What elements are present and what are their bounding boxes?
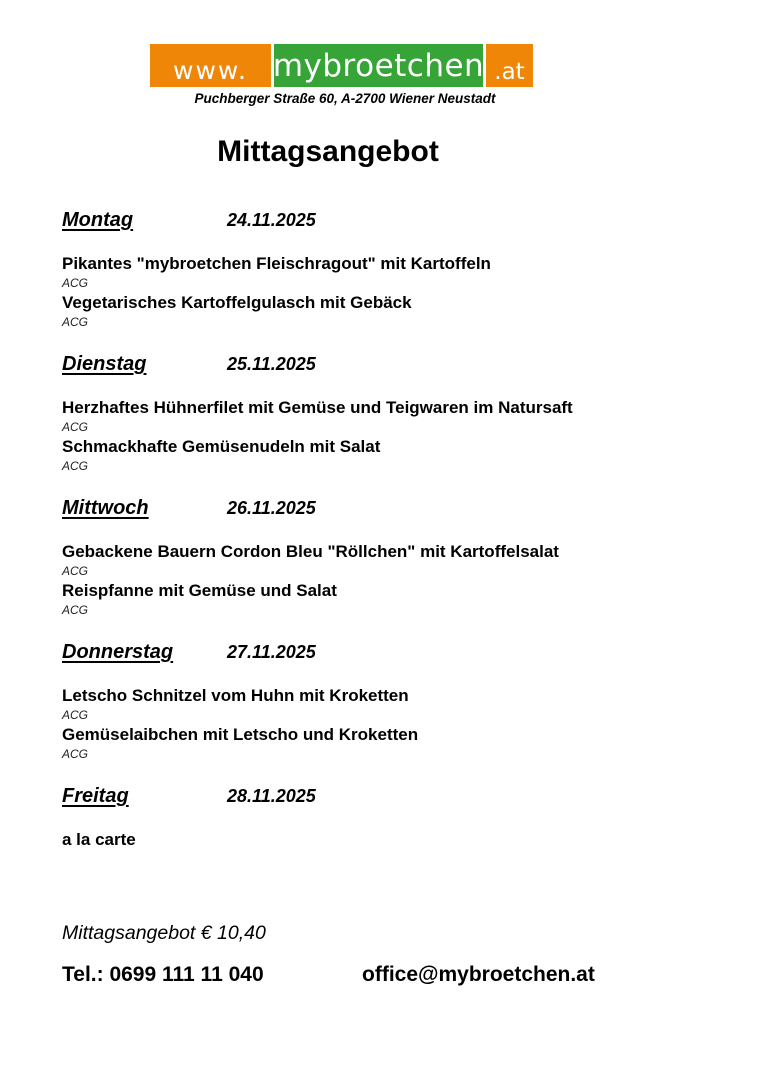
menu-item: Vegetarisches Kartoffelgulasch mit Gebäck bbox=[62, 293, 412, 312]
day-items bbox=[62, 254, 722, 332]
allergen-code: ACG bbox=[62, 314, 89, 329]
day-section-tuesday bbox=[62, 353, 722, 497]
menu-item: Letscho Schnitzel vom Huhn mit Kroketten bbox=[62, 686, 409, 705]
logo-www-segment bbox=[150, 44, 271, 87]
allergen-code: ACG bbox=[62, 746, 89, 761]
price-line: Mittagsangebot € 10,40 bbox=[62, 922, 266, 944]
day-date: 24.11.2025 bbox=[227, 210, 316, 230]
logo-www-text: www. bbox=[173, 56, 248, 85]
day-name: Freitag bbox=[62, 785, 129, 807]
day-section-monday bbox=[62, 209, 722, 353]
day-items bbox=[62, 686, 722, 764]
day-row bbox=[62, 209, 722, 232]
day-items bbox=[62, 830, 722, 850]
day-row bbox=[62, 497, 722, 520]
menu-item: Reispfanne mit Gemüse und Salat bbox=[62, 581, 337, 600]
allergen-code: ACG bbox=[62, 419, 89, 434]
day-date: 27.11.2025 bbox=[227, 642, 316, 662]
day-name: Mittwoch bbox=[62, 497, 149, 519]
logo-brand-segment bbox=[274, 44, 483, 87]
email-address: office@mybroetchen.at bbox=[362, 963, 595, 986]
allergen-code: ACG bbox=[62, 602, 89, 617]
day-section-friday bbox=[62, 785, 722, 929]
weekly-menu bbox=[62, 209, 722, 929]
day-items bbox=[62, 398, 722, 476]
logo-tld-segment bbox=[486, 44, 533, 87]
street-address: Puchberger Straße 60, A-2700 Wiener Neustadt bbox=[194, 91, 496, 106]
day-items bbox=[62, 542, 722, 620]
day-section-wednesday bbox=[62, 497, 722, 641]
day-name: Donnerstag bbox=[62, 641, 174, 663]
day-date: 28.11.2025 bbox=[227, 786, 316, 806]
day-date: 26.11.2025 bbox=[227, 498, 316, 518]
allergen-code: ACG bbox=[62, 458, 89, 473]
day-row bbox=[62, 353, 722, 376]
phone-number: Tel.: 0699 111 11 040 bbox=[62, 963, 264, 986]
mybroetchen-logo bbox=[150, 44, 533, 87]
page-title: Mittagsangebot bbox=[217, 135, 439, 168]
contact-row bbox=[62, 963, 595, 987]
day-row bbox=[62, 641, 722, 664]
menu-item: Pikantes "mybroetchen Fleischragout" mit Kartoffeln bbox=[62, 254, 491, 273]
menu-item: Gemüselaibchen mit Letscho und Kroketten bbox=[62, 725, 419, 744]
menu-note: a la carte bbox=[62, 830, 136, 849]
allergen-code: ACG bbox=[62, 707, 89, 722]
day-row bbox=[62, 785, 722, 808]
menu-item: Schmackhafte Gemüsenudeln mit Salat bbox=[62, 437, 381, 456]
allergen-code: ACG bbox=[62, 275, 89, 290]
logo-brand-text: mybroetchen bbox=[272, 47, 485, 84]
day-name: Dienstag bbox=[62, 353, 147, 375]
menu-item: Gebackene Bauern Cordon Bleu "Röllchen" mit Kartoffelsalat bbox=[62, 542, 559, 561]
menu-item: Herzhaftes Hühnerfilet mit Gemüse und Teigwaren im Natursaft bbox=[62, 398, 573, 417]
allergen-code: ACG bbox=[62, 563, 89, 578]
day-section-thursday bbox=[62, 641, 722, 785]
day-name: Montag bbox=[62, 209, 134, 231]
logo-tld-text: .at bbox=[494, 59, 525, 85]
day-date: 25.11.2025 bbox=[227, 354, 316, 374]
